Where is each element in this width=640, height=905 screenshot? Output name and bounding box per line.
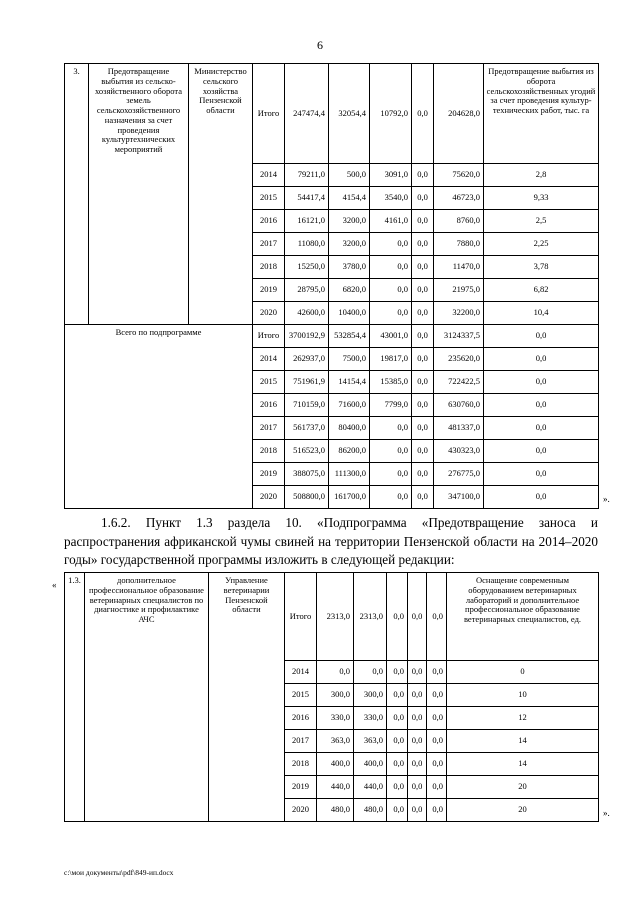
funding-cell: 0,0 [412,486,434,509]
funding-cell: 0,0 [427,799,447,822]
funding-cell: 440,0 [354,776,387,799]
total-cell: 363,0 [317,730,354,753]
funding-cell: 0,0 [408,776,427,799]
subprogram-total-label: Всего по подпрограмме [65,325,253,509]
year-cell: 2020 [285,799,317,822]
item-name-cell: Предотвращение выбытия из сельско-хозяйственного оборота земель сельскохозяйственного назначения за счет проведения культуртехнических мероприятий [89,64,189,325]
total-cell: 330,0 [317,707,354,730]
funding-cell: 0,0 [370,440,412,463]
total-cell: 516523,0 [285,440,329,463]
year-cell: 2016 [253,394,285,417]
funding-cell: 0,0 [408,707,427,730]
funding-cell: 4154,4 [329,187,370,210]
funding-cell: 0,0 [387,661,408,684]
indicator-value-cell: 9,33 [484,187,599,210]
total-cell: 11080,0 [285,233,329,256]
indicator-value-cell: 14 [447,753,599,776]
total-cell: 751961,9 [285,371,329,394]
program-table-2 [64,572,599,822]
indicator-value-cell: 0,0 [484,417,599,440]
funding-cell: 430323,0 [434,440,484,463]
funding-cell: 32054,4 [329,64,370,164]
year-cell: Итого [253,325,285,348]
funding-cell: 363,0 [354,730,387,753]
total-cell: 16121,0 [285,210,329,233]
total-cell: 79211,0 [285,164,329,187]
total-cell: 54417,4 [285,187,329,210]
indicator-value-cell: 0 [447,661,599,684]
indicator-value-cell: 0,0 [484,325,599,348]
funding-cell: 481337,0 [434,417,484,440]
funding-cell: 86200,0 [329,440,370,463]
indicator-value-cell: 2,5 [484,210,599,233]
funding-cell: 0,0 [412,64,434,164]
indicator-cell: Оснащение современным оборудованием ветеринарных лабораторий и дополнительное профессиональное образование ветеринарных специалистов, ед. [447,573,599,661]
funding-cell: 0,0 [412,440,434,463]
total-cell: 300,0 [317,684,354,707]
year-cell: 2017 [285,730,317,753]
funding-cell: 19817,0 [370,348,412,371]
funding-cell: 0,0 [387,573,408,661]
funding-cell: 161700,0 [329,486,370,509]
table2-end-mark: ». [603,808,610,818]
item-name-cell: дополнительное профессиональное образование ветеринарных специалистов по диагностике и профилактике АЧС [85,573,209,822]
funding-cell: 400,0 [354,753,387,776]
funding-cell: 235620,0 [434,348,484,371]
funding-cell: 0,0 [387,776,408,799]
funding-cell: 0,0 [354,661,387,684]
funding-cell: 111300,0 [329,463,370,486]
funding-cell: 7880,0 [434,233,484,256]
total-cell: 710159,0 [285,394,329,417]
funding-cell: 0,0 [427,573,447,661]
funding-cell: 0,0 [387,799,408,822]
funding-cell: 347100,0 [434,486,484,509]
total-cell: 247474,4 [285,64,329,164]
funding-cell: 11470,0 [434,256,484,279]
footer-file-path: c:\мои документы\pdf\849-ип.docx [64,868,174,877]
year-cell: 2014 [285,661,317,684]
table-row [65,64,599,164]
funding-cell: 3780,0 [329,256,370,279]
indicator-value-cell: 3,78 [484,256,599,279]
funding-cell: 0,0 [412,256,434,279]
year-cell: 2019 [285,776,317,799]
year-cell: 2014 [253,348,285,371]
funding-cell: 71600,0 [329,394,370,417]
indicator-value-cell: 10,4 [484,302,599,325]
year-cell: 2015 [253,371,285,394]
funding-cell: 276775,0 [434,463,484,486]
year-cell: 2020 [253,302,285,325]
funding-cell: 7799,0 [370,394,412,417]
funding-cell: 0,0 [412,279,434,302]
funding-cell: 0,0 [370,417,412,440]
funding-cell: 204628,0 [434,64,484,164]
year-cell: 2017 [253,233,285,256]
funding-cell: 500,0 [329,164,370,187]
year-cell: 2016 [285,707,317,730]
funding-cell: 0,0 [412,417,434,440]
funding-cell: 4161,0 [370,210,412,233]
funding-cell: 8760,0 [434,210,484,233]
funding-cell: 722422,5 [434,371,484,394]
funding-cell: 0,0 [408,730,427,753]
program-table-1 [64,63,599,509]
funding-cell: 0,0 [412,394,434,417]
funding-cell: 80400,0 [329,417,370,440]
funding-cell: 0,0 [412,187,434,210]
indicator-value-cell: 2,25 [484,233,599,256]
indicator-value-cell: 10 [447,684,599,707]
year-cell: 2019 [253,279,285,302]
funding-cell: 0,0 [408,573,427,661]
year-cell: 2017 [253,417,285,440]
total-cell: 0,0 [317,661,354,684]
item-number-cell: 3. [65,64,89,325]
funding-cell: 3091,0 [370,164,412,187]
year-cell: 2019 [253,463,285,486]
total-cell: 28795,0 [285,279,329,302]
year-cell: 2018 [253,256,285,279]
year-cell: 2018 [285,753,317,776]
funding-cell: 21975,0 [434,279,484,302]
indicator-value-cell: 2,8 [484,164,599,187]
funding-cell: 0,0 [408,799,427,822]
year-cell: 2015 [253,187,285,210]
indicator-value-cell: 0,0 [484,394,599,417]
funding-cell: 0,0 [370,302,412,325]
page-number: 6 [317,38,323,52]
indicator-value-cell: 0,0 [484,486,599,509]
indicator-value-cell: 20 [447,799,599,822]
table2-start-mark: « [52,580,57,590]
table-row [65,325,599,348]
funding-cell: 0,0 [427,707,447,730]
funding-cell: 7500,0 [329,348,370,371]
executor-cell: Министерство сельского хозяйства Пензенской области [189,64,253,325]
funding-cell: 0,0 [412,463,434,486]
funding-cell: 0,0 [370,486,412,509]
funding-cell: 6820,0 [329,279,370,302]
funding-cell: 43001,0 [370,325,412,348]
total-cell: 480,0 [317,799,354,822]
funding-cell: 0,0 [387,753,408,776]
funding-cell: 300,0 [354,684,387,707]
funding-cell: 0,0 [387,730,408,753]
funding-cell: 46723,0 [434,187,484,210]
funding-cell: 0,0 [427,730,447,753]
year-cell: 2016 [253,210,285,233]
funding-cell: 630760,0 [434,394,484,417]
funding-cell: 0,0 [412,371,434,394]
funding-cell: 0,0 [412,325,434,348]
funding-cell: 0,0 [408,661,427,684]
funding-cell: 0,0 [412,302,434,325]
total-cell: 42600,0 [285,302,329,325]
indicator-value-cell: 6,82 [484,279,599,302]
funding-cell: 0,0 [370,279,412,302]
total-cell: 440,0 [317,776,354,799]
year-cell: Итого [253,64,285,164]
year-cell: 2020 [253,486,285,509]
funding-cell: 0,0 [427,661,447,684]
year-cell: 2015 [285,684,317,707]
funding-cell: 0,0 [412,233,434,256]
indicator-value-cell: 20 [447,776,599,799]
indicator-value-cell: 0,0 [484,440,599,463]
total-cell: 561737,0 [285,417,329,440]
funding-cell: 0,0 [370,463,412,486]
total-cell: 508800,0 [285,486,329,509]
year-cell: Итого [285,573,317,661]
funding-cell: 0,0 [387,684,408,707]
funding-cell: 0,0 [412,210,434,233]
funding-cell: 0,0 [427,776,447,799]
year-cell: 2014 [253,164,285,187]
table1-end-mark: ». [603,494,610,504]
funding-cell: 32200,0 [434,302,484,325]
total-cell: 2313,0 [317,573,354,661]
funding-cell: 2313,0 [354,573,387,661]
funding-cell: 0,0 [412,164,434,187]
funding-cell: 0,0 [427,684,447,707]
funding-cell: 3200,0 [329,233,370,256]
funding-cell: 0,0 [370,256,412,279]
indicator-value-cell: 14 [447,730,599,753]
funding-cell: 0,0 [427,753,447,776]
year-cell: 2018 [253,440,285,463]
funding-cell: 15385,0 [370,371,412,394]
funding-cell: 0,0 [408,684,427,707]
funding-cell: 14154,4 [329,371,370,394]
funding-cell: 0,0 [412,348,434,371]
indicator-cell: Предотвращение выбытия из оборота сельскохозяйственных угодий за счет проведения культур-технических работ, тыс. га [484,64,599,164]
funding-cell: 0,0 [370,233,412,256]
funding-cell: 10792,0 [370,64,412,164]
total-cell: 400,0 [317,753,354,776]
funding-cell: 3124337,5 [434,325,484,348]
table-row [65,573,599,661]
indicator-value-cell: 0,0 [484,348,599,371]
total-cell: 388075,0 [285,463,329,486]
total-cell: 3700192,9 [285,325,329,348]
funding-cell: 532854,4 [329,325,370,348]
indicator-value-cell: 0,0 [484,371,599,394]
indicator-value-cell: 12 [447,707,599,730]
funding-cell: 3200,0 [329,210,370,233]
funding-cell: 0,0 [408,753,427,776]
executor-cell: Управление ветеринарии Пензенской области [209,573,285,822]
item-number-cell: 1.3. [65,573,85,822]
funding-cell: 0,0 [387,707,408,730]
funding-cell: 10400,0 [329,302,370,325]
total-cell: 262937,0 [285,348,329,371]
amendment-paragraph: 1.6.2. Пункт 1.3 раздела 10. «Подпрограмма «Предотвращение заноса и распространения африканской чумы свиней на территории Пензенской области на 2014–2020 годы» государственной программы изложить в следующей редакции: [64,515,598,567]
indicator-value-cell: 0,0 [484,463,599,486]
funding-cell: 330,0 [354,707,387,730]
funding-cell: 480,0 [354,799,387,822]
funding-cell: 3540,0 [370,187,412,210]
total-cell: 15250,0 [285,256,329,279]
funding-cell: 75620,0 [434,164,484,187]
